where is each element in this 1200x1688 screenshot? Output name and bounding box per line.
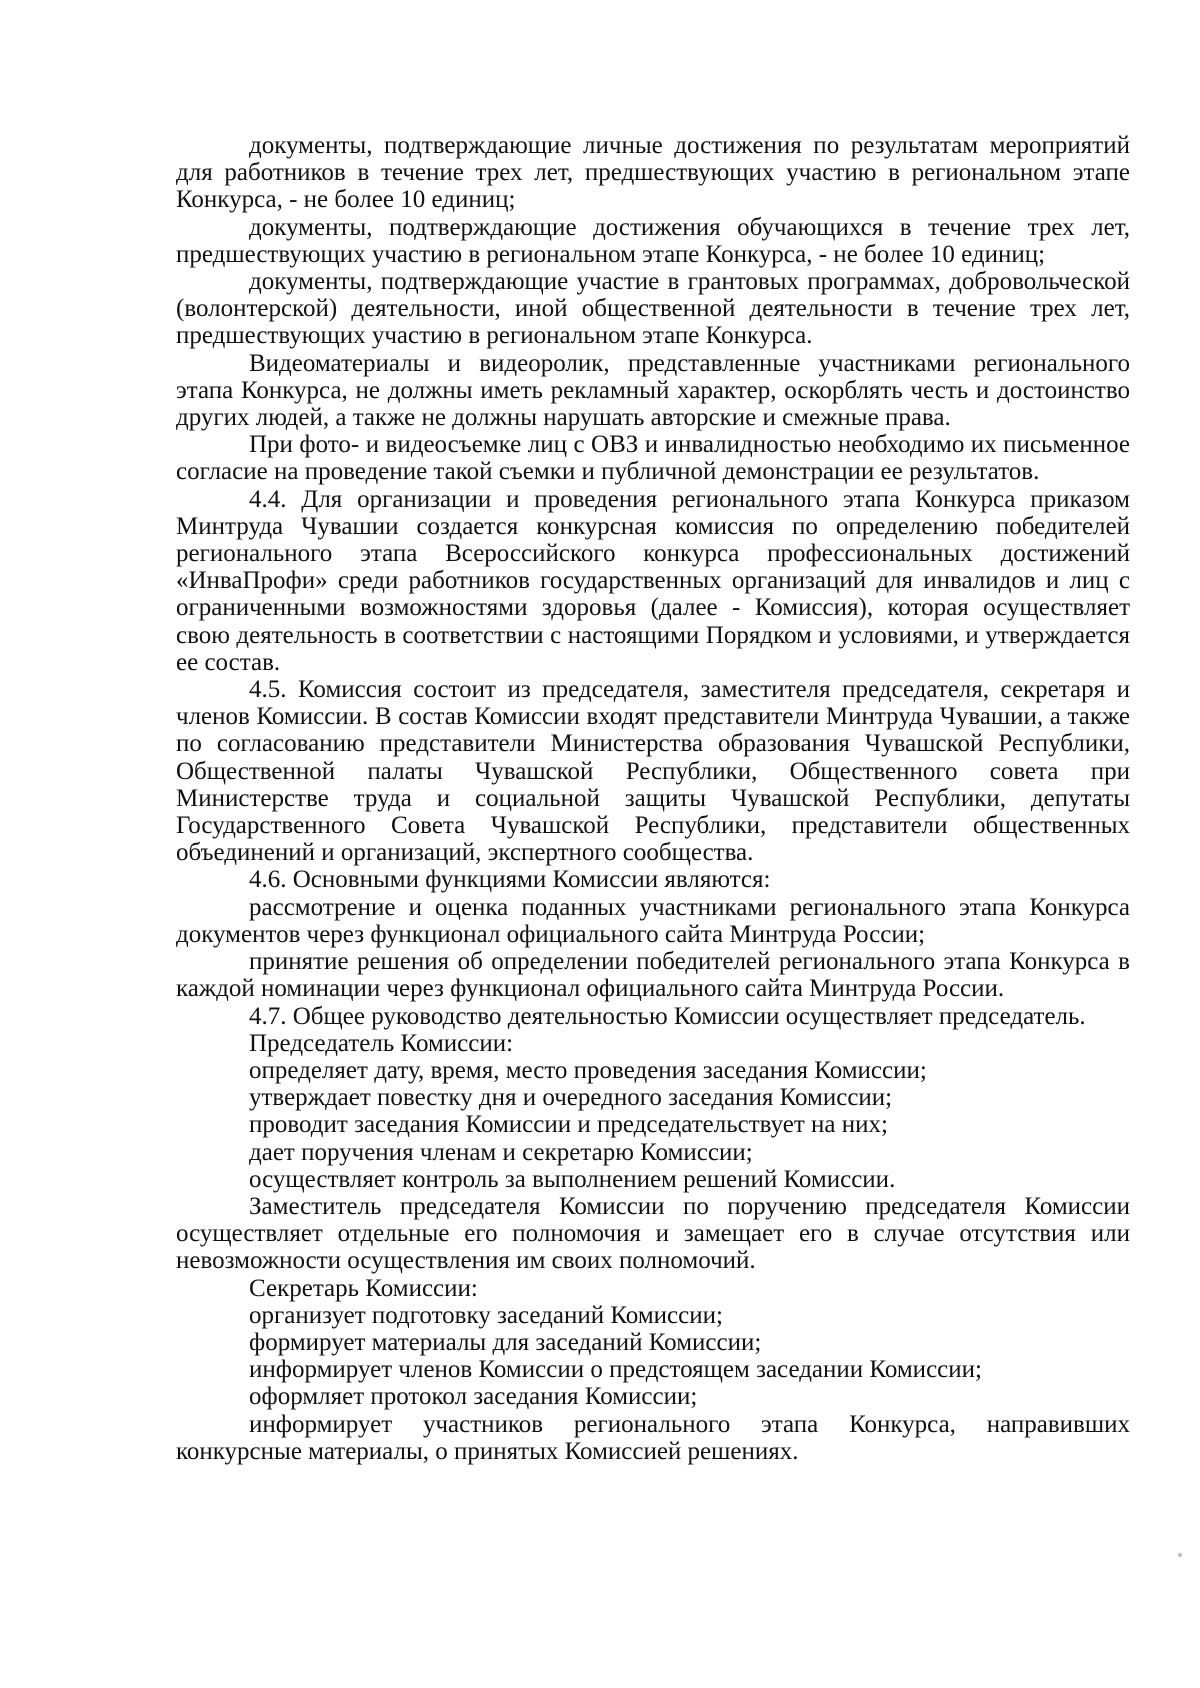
paragraph-secretary-heading: Секретарь Комиссии: xyxy=(249,1274,478,1302)
paragraph-grant-participation: документы, подтверждающие участие в грантовых программах, добровольческой (волонтерской) деятельности, иной общественной деятельности в течение трех лет, предшествующих участию в региональном этапе Конкурса. xyxy=(176,268,1130,350)
paragraph-4-7: 4.7. Общее руководство деятельностью Комиссии осуществляет председатель. xyxy=(249,1002,1086,1030)
list-item-chairman-control: осуществляет контроль за выполнением решений Комиссии. xyxy=(249,1165,896,1193)
list-item-chairman-conducts: проводит заседания Комиссии и председательствует на них; xyxy=(249,1111,888,1139)
paragraph-personal-achievements: документы, подтверждающие личные достижения по результатам мероприятий для работников в течение трех лет, предшествующих участию в региональном этапе Конкурса, - не более 10 единиц; xyxy=(176,132,1130,214)
paragraph-4-6: 4.6. Основными функциями Комиссии являются: xyxy=(249,866,771,894)
paragraph-winner-decision: принятие решения об определении победителей регионального этапа Конкурса в каждой номинации через функционал официального сайта Минтруда России. xyxy=(176,948,1130,1003)
list-item-chairman-agenda: утверждает повестку дня и очередного заседания Комиссии; xyxy=(249,1084,893,1112)
paragraph-photo-consent: При фото- и видеосъемке лиц с ОВЗ и инвалидностью необходимо их письменное согласие на проведение такой съемки и публичной демонстрации ее результатов. xyxy=(176,431,1130,486)
document-body xyxy=(176,132,1130,1465)
list-item-chairman-instructions: дает поручения членам и секретарю Комиссии; xyxy=(249,1138,753,1166)
paragraph-review-documents: рассмотрение и оценка поданных участниками регионального этапа Конкурса документов через функционал официального сайта Минтруда России; xyxy=(176,893,1130,948)
paragraph-deputy-chairman: Заместитель председателя Комиссии по поручению председателя Комиссии осуществляет отдельные его полномочия и замещает его в случае отсутствия или невозможности осуществления им своих полномочий. xyxy=(176,1192,1130,1275)
list-item-secretary-materials: формирует материалы для заседаний Комиссии; xyxy=(249,1328,762,1356)
list-item-secretary-protocol: оформляет протокол заседания Комиссии; xyxy=(249,1383,698,1411)
paragraph-4-5: 4.5. Комиссия состоит из председателя, заместителя председателя, секретаря и членов Комиссии. В состав Комиссии входят представители Минтруда Чувашии, а также по согласованию представители Министерства образования Чувашской Республики, Общественной палаты Чувашской Республики, Общественного совета при Министерстве труда и социальной защиты Чувашской Республики, депутаты Государственного Совета Чувашской Республики, представители общественных объединений и организаций, экспертного сообщества. xyxy=(176,676,1130,867)
list-item-chairman-date: определяет дату, время, место проведения заседания Комиссии; xyxy=(249,1056,927,1084)
list-item-secretary-inform-members: информирует членов Комиссии о предстоящем заседании Комиссии; xyxy=(249,1356,982,1384)
scan-speck xyxy=(1178,1553,1182,1557)
paragraph-4-4: 4.4. Для организации и проведения регионального этапа Конкурса приказом Минтруда Чувашии создается конкурсная комиссия по определению победителей регионального этапа Всероссийского конкурса профессиональных достижений «ИнваПрофи» среди работников государственных организаций для инвалидов и лиц с ограниченными возможностями здоровья (далее - Комиссия), которая осуществляет свою деятельность в соответствии с настоящими Порядком и условиями, и утверждается ее состав. xyxy=(176,485,1130,676)
list-item-secretary-inform-participants: информирует участников регионального этапа Конкурса, направивших конкурсные материалы, о принятых Комиссией решениях. xyxy=(176,1410,1130,1465)
list-item-secretary-prepare: организует подготовку заседаний Комиссии; xyxy=(249,1301,723,1329)
paragraph-student-achievements: документы, подтверждающие достижения обучающихся в течение трех лет, предшествующих участию в региональном этапе Конкурса, - не более 10 единиц; xyxy=(176,213,1130,268)
paragraph-video-materials: Видеоматериалы и видеоролик, представленные участниками регионального этапа Конкурса, не должны иметь рекламный характер, оскорблять честь и достоинство других людей, а также не должны нарушать авторские и смежные права. xyxy=(176,349,1130,432)
paragraph-chairman-heading: Председатель Комиссии: xyxy=(249,1029,514,1057)
